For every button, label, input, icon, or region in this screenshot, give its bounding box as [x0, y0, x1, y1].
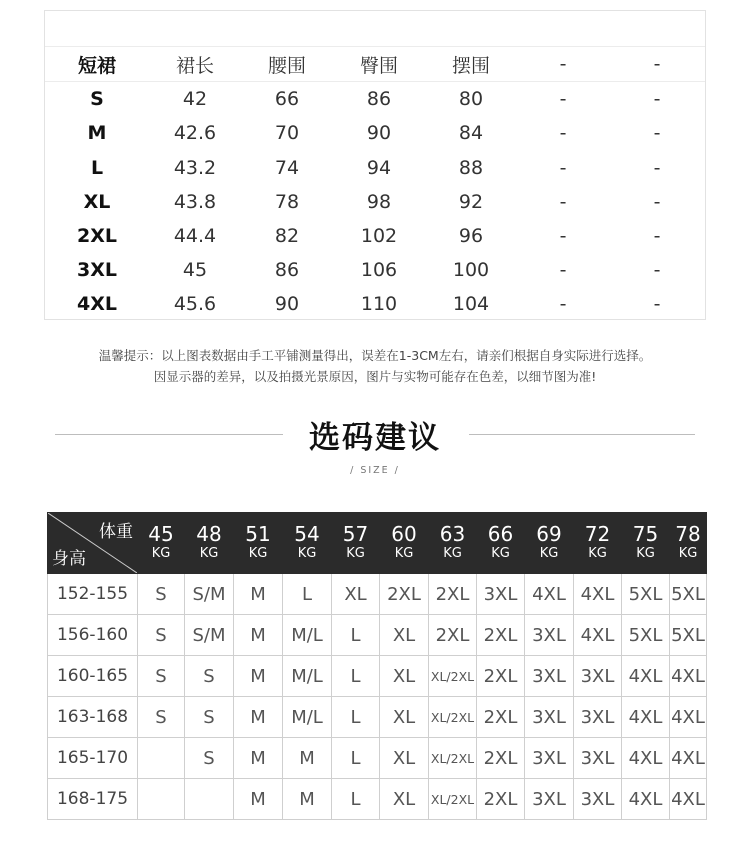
recommended-size-cell: XL/2XL	[429, 779, 477, 820]
weight-unit: KG	[678, 546, 698, 561]
weight-height-corner	[48, 513, 138, 574]
size-label: 3XL	[77, 259, 117, 282]
size-note	[0, 345, 750, 387]
size-chart-row	[45, 185, 705, 219]
recommended-size-cell: 3XL	[574, 779, 622, 820]
recommended-size-cell: 2XL	[429, 574, 477, 615]
size-chart-row	[45, 219, 705, 253]
size-chart-cell: 110	[360, 293, 398, 316]
size-chart-cell: 106	[360, 259, 398, 282]
recommendation-row	[48, 779, 707, 820]
size-chart-cell: -	[559, 293, 567, 316]
weight-unit: KG	[539, 546, 559, 561]
weight-unit: KG	[248, 546, 268, 561]
size-chart-title: 短裙	[45, 47, 149, 82]
weight-value: 60	[391, 522, 417, 546]
recommended-size-cell: 3XL	[574, 697, 622, 738]
recommended-size-cell: XL	[380, 738, 429, 779]
size-chart-cell: -	[653, 225, 661, 248]
weight-value: 57	[342, 522, 369, 546]
recommended-size-cell: 5XL	[670, 615, 707, 656]
recommended-size-cell: L	[283, 574, 332, 615]
recommended-size-cell: L	[332, 738, 380, 779]
size-chart-cell: 98	[366, 190, 392, 213]
size-chart-cell: 90	[366, 122, 392, 145]
recommended-size-cell: 4XL	[525, 574, 574, 615]
recommended-size-cell: 4XL	[670, 738, 707, 779]
recommended-size-cell: 2XL	[477, 738, 525, 779]
recommended-size-cell: 3XL	[525, 697, 574, 738]
recommendation-row	[48, 615, 707, 656]
recommendation-header-row	[48, 513, 707, 574]
size-chart-cell: 70	[274, 122, 300, 145]
recommended-size-cell: 2XL	[477, 697, 525, 738]
recommended-size-cell: 3XL	[574, 656, 622, 697]
size-chart-cell: 94	[366, 156, 392, 179]
size-chart-cell: 90	[274, 293, 300, 316]
height-range: 168-175	[48, 779, 138, 820]
size-chart-top-strip	[45, 11, 705, 47]
recommended-size-cell: M	[234, 738, 283, 779]
recommendation-row	[48, 697, 707, 738]
weight-unit: KG	[588, 546, 607, 561]
recommended-size-cell: 4XL	[670, 656, 707, 697]
recommended-size-cell: XL/2XL	[429, 738, 477, 779]
recommended-size-cell: L	[332, 615, 380, 656]
size-chart-row	[45, 82, 705, 117]
size-label: 2XL	[77, 225, 117, 248]
recommended-size-cell: M	[234, 779, 283, 820]
size-chart-cell: 82	[274, 225, 300, 248]
size-chart-header-row	[45, 47, 705, 82]
size-label: S	[90, 88, 104, 111]
size-chart-cell: 43.8	[173, 190, 217, 213]
recommended-size-cell: 5XL	[622, 574, 670, 615]
size-chart-cell: -	[653, 259, 661, 282]
recommended-size-cell: XL	[380, 656, 429, 697]
recommendation-row	[48, 738, 707, 779]
recommended-size-cell: 4XL	[670, 697, 707, 738]
size-chart-row	[45, 253, 705, 287]
weight-column-header	[477, 513, 525, 574]
height-range: 160-165	[48, 656, 138, 697]
weight-column-header	[429, 513, 477, 574]
recommended-size-cell: M	[234, 615, 283, 656]
weight-column-header	[332, 513, 380, 574]
recommended-size-cell: 3XL	[525, 615, 574, 656]
size-chart-cell: 43.2	[173, 156, 217, 179]
weight-unit: KG	[443, 546, 462, 561]
recommended-size-cell: M	[234, 697, 283, 738]
size-chart-cell: 100	[452, 259, 490, 282]
recommended-size-cell: S	[185, 697, 234, 738]
recommendation-row	[48, 574, 707, 615]
weight-unit: KG	[636, 546, 655, 561]
section-title: 选码建议	[309, 420, 441, 456]
size-chart-cell: 45.6	[173, 293, 217, 316]
note-line-1: 温馨提示：以上图表数据由手工平铺测量得出，误差在1-3CM左右，请亲们根据自身实际进行选择。	[98, 348, 652, 363]
size-chart-cell: 80	[458, 88, 484, 111]
weight-label: 体重	[99, 522, 133, 542]
size-chart-cell: 88	[458, 156, 484, 179]
recommended-size-cell: XL	[332, 574, 380, 615]
recommended-size-cell: L	[332, 697, 380, 738]
size-chart-column-header: 臀围	[333, 47, 425, 82]
size-chart-cell: 86	[366, 88, 392, 111]
size-chart-cell: -	[653, 122, 661, 145]
weight-value: 66	[487, 522, 514, 546]
size-chart-cell: -	[653, 156, 661, 179]
recommended-size-cell: L	[332, 656, 380, 697]
size-chart-cell: 104	[452, 293, 490, 316]
weight-value: 78	[675, 522, 701, 546]
size-chart-row	[45, 151, 705, 185]
size-chart-row	[45, 287, 705, 321]
recommended-size-cell: XL	[380, 697, 429, 738]
weight-column-header	[283, 513, 332, 574]
recommended-size-cell: 2XL	[429, 615, 477, 656]
size-chart-cell: 92	[458, 190, 484, 213]
size-chart-cell: 42	[182, 88, 208, 111]
weight-column-header	[525, 513, 574, 574]
note-line-2: 因显示器的差异，以及拍摄光景原因，图片与实物可能存在色差，以细节图为准!	[153, 369, 597, 384]
size-chart-cell: 74	[274, 156, 300, 179]
recommended-size-cell: M	[234, 574, 283, 615]
recommended-size-cell: 2XL	[477, 779, 525, 820]
weight-column-header	[185, 513, 234, 574]
weight-column-header	[622, 513, 670, 574]
weight-value: 69	[536, 522, 562, 546]
size-chart-cell: -	[559, 190, 567, 213]
recommended-size-cell: M/L	[283, 615, 332, 656]
weight-unit: KG	[394, 546, 414, 561]
height-range: 156-160	[48, 615, 138, 656]
size-chart-cell: -	[653, 293, 661, 316]
weight-value: 72	[584, 522, 611, 546]
recommended-size-cell: S	[138, 574, 185, 615]
recommended-size-cell	[138, 779, 185, 820]
size-label: L	[90, 156, 104, 179]
recommended-size-cell: XL	[380, 779, 429, 820]
recommended-size-cell: M	[283, 779, 332, 820]
height-range: 152-155	[48, 574, 138, 615]
size-chart-cell: -	[653, 88, 661, 111]
weight-value: 51	[245, 522, 271, 546]
size-label: XL	[83, 190, 111, 213]
recommended-size-cell: M/L	[283, 697, 332, 738]
recommended-size-cell: 3XL	[525, 656, 574, 697]
height-label: 身高	[52, 549, 86, 569]
recommended-size-cell: 3XL	[525, 738, 574, 779]
size-chart-column-header: 摆围	[425, 47, 517, 82]
weight-column-header	[670, 513, 707, 574]
weight-unit: KG	[199, 546, 219, 561]
size-label: M	[87, 122, 107, 145]
recommended-size-cell: S	[138, 615, 185, 656]
recommended-size-cell: S/M	[185, 574, 234, 615]
size-chart-cell: 45	[182, 259, 208, 282]
size-chart-cell: 102	[360, 225, 398, 248]
recommended-size-cell: S/M	[185, 615, 234, 656]
recommended-size-cell: 5XL	[622, 615, 670, 656]
size-chart-cell: 78	[274, 190, 300, 213]
weight-value: 63	[439, 522, 466, 546]
recommended-size-cell: XL	[380, 615, 429, 656]
recommended-size-cell: M/L	[283, 656, 332, 697]
recommendation-row	[48, 656, 707, 697]
size-label: 4XL	[77, 293, 117, 316]
recommended-size-cell: S	[138, 656, 185, 697]
recommended-size-cell: 4XL	[622, 697, 670, 738]
weight-column-header	[380, 513, 429, 574]
size-chart-cell: -	[559, 259, 567, 282]
recommended-size-cell: 4XL	[622, 779, 670, 820]
recommended-size-cell: 2XL	[380, 574, 429, 615]
recommended-size-cell: 4XL	[670, 779, 707, 820]
size-chart	[44, 10, 706, 320]
size-chart-column-header: 腰围	[241, 47, 333, 82]
recommended-size-cell: S	[138, 697, 185, 738]
recommended-size-cell: 3XL	[477, 574, 525, 615]
recommended-size-cell: 2XL	[477, 615, 525, 656]
size-chart-cell: -	[559, 88, 567, 111]
weight-unit: KG	[297, 546, 317, 561]
recommended-size-cell: M	[283, 738, 332, 779]
weight-value: 45	[148, 522, 174, 546]
recommended-size-cell: 5XL	[670, 574, 707, 615]
size-chart-cell: -	[653, 190, 661, 213]
height-range: 165-170	[48, 738, 138, 779]
recommended-size-cell: 3XL	[525, 779, 574, 820]
size-chart-cell: -	[559, 122, 567, 145]
recommended-size-cell: 4XL	[622, 738, 670, 779]
size-chart-column-header: -	[609, 47, 705, 82]
weight-column-header	[138, 513, 185, 574]
recommended-size-cell: 2XL	[477, 656, 525, 697]
size-chart-cell: 84	[458, 122, 484, 145]
weight-value: 48	[196, 522, 222, 546]
size-chart-cell: -	[559, 156, 567, 179]
recommended-size-cell: 4XL	[574, 574, 622, 615]
size-chart-cell: 96	[458, 225, 484, 248]
size-recommendation-table	[47, 512, 707, 820]
recommended-size-cell	[138, 738, 185, 779]
weight-column-header	[234, 513, 283, 574]
size-chart-cell: -	[559, 225, 567, 248]
recommended-size-cell: 4XL	[622, 656, 670, 697]
recommended-size-cell: L	[332, 779, 380, 820]
recommended-size-cell: 4XL	[574, 615, 622, 656]
weight-value: 54	[294, 522, 320, 546]
height-range: 163-168	[48, 697, 138, 738]
recommended-size-cell: XL/2XL	[429, 697, 477, 738]
weight-value: 75	[632, 522, 659, 546]
recommended-size-cell: S	[185, 738, 234, 779]
size-chart-table	[45, 47, 705, 322]
recommended-size-cell: XL/2XL	[429, 656, 477, 697]
size-chart-row	[45, 116, 705, 150]
recommended-size-cell: M	[234, 656, 283, 697]
size-chart-cell: 44.4	[173, 225, 217, 248]
size-chart-column-header: 裙长	[149, 47, 241, 82]
size-chart-cell: 66	[274, 88, 300, 111]
weight-unit: KG	[151, 546, 171, 561]
size-chart-cell: 86	[274, 259, 300, 282]
recommended-size-cell	[185, 779, 234, 820]
weight-unit: KG	[491, 546, 510, 561]
recommended-size-cell: S	[185, 656, 234, 697]
recommended-size-cell: 3XL	[574, 738, 622, 779]
size-chart-column-header: -	[517, 47, 609, 82]
weight-unit: KG	[346, 546, 365, 561]
weight-column-header	[574, 513, 622, 574]
section-subtitle: / SIZE /	[350, 465, 400, 476]
size-chart-cell: 42.6	[173, 122, 217, 145]
